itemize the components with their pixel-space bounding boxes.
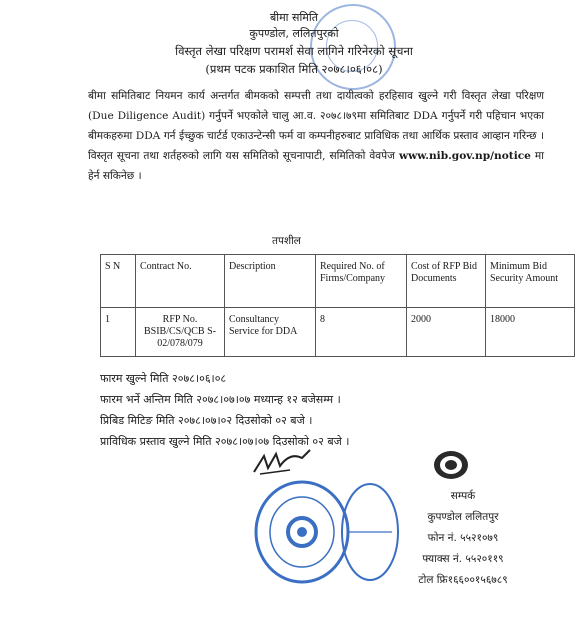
- date-form-deadline: फारम भर्ने अन्तिम मिति २०७८।०७।०७ मध्यान्ह १२ बजेसम्म ।: [100, 393, 341, 406]
- notice-body-end: मा हेर्न सकिनेछ ।: [88, 150, 544, 182]
- table-row: [101, 308, 575, 357]
- table-header-row: [101, 255, 575, 308]
- official-seal: [252, 478, 400, 586]
- notice-body: [88, 86, 544, 186]
- date-prebid: प्रिबिड मिटिङ मिति २०७८।०७।०२ दिउसोको ०२ बजे ।: [100, 414, 313, 427]
- col-contract: Contract No.: [136, 255, 225, 308]
- header-line-2: कुपण्डोल, ललितपुरको: [249, 27, 339, 40]
- cell-description: Consultancy Service for DDA: [225, 308, 316, 357]
- contact-fax: फ्याक्स नं. ५५२०११९: [422, 553, 504, 565]
- col-bid-security: Minimum Bid Security Amount: [486, 255, 575, 308]
- details-table: [100, 254, 575, 357]
- cell-cost: 2000: [407, 308, 486, 357]
- nib-logo-icon: [432, 446, 470, 484]
- dates-block: [100, 368, 349, 452]
- contact-phone: फोन नं. ५५२१०७९: [427, 532, 499, 544]
- cell-bid-security: 18000: [486, 308, 575, 357]
- signature: [250, 444, 320, 478]
- contact-address: कुपण्डोल ललितपुर: [427, 511, 499, 523]
- publish-date: (प्रथम पटक प्रकाशित मिति २०७८।०६।०८): [205, 62, 383, 76]
- col-sn: S N: [101, 255, 136, 308]
- notice-title: विस्तृत लेखा परिक्षण परामर्श सेवा लागिने गरिनेरको सूचना: [175, 44, 413, 58]
- col-description: Description: [225, 255, 316, 308]
- contact-block: [388, 486, 538, 591]
- cell-required-firms: 8: [316, 308, 407, 357]
- table-caption: तपशील: [272, 235, 301, 247]
- col-cost: Cost of RFP Bid Documents: [407, 255, 486, 308]
- contact-title: सम्पर्क: [450, 490, 476, 502]
- cell-sn: 1: [101, 308, 136, 357]
- date-form-open: फारम खुल्ने मिति २०७८।०६।०८: [100, 372, 227, 385]
- date-proposal-open: प्राविधिक प्रस्ताव खुल्ने मिति २०७८।०७।०७ दिउसोको ०२ बजे ।: [100, 435, 350, 448]
- col-required-firms: Required No. of Firms/Company: [316, 255, 407, 308]
- notice-link[interactable]: www.nib.gov.np/notice: [399, 150, 531, 162]
- contact-tollfree: टोल फ्रि१६६००१५६७८९: [418, 574, 508, 586]
- notice-body-text: बीमा समितिबाट नियमन कार्य अन्तर्गत बीमकको सम्पत्ती तथा दायीत्वको हरहिसाव खुल्ने गरी विस्तृत लेखा परिक्षण (Due Diligence Audit) गर्नुपर्ने भएकोले चालु आ.व. २०७८।७९मा समितिबाट DDA गर्नुपर्ने गरी पहिचान भएका बीमकहरुमा DDA गर्न ईच्छुक चार्टर्ड एकाउन्टेन्सी फर्म वा कम्पनीहरुबाट प्राविधिक तथा आर्थिक प्रस्ताव आव्हान गरिन्छ । विस्तृत सूचना तथा शर्तहरुको लागि यस समितिको सूचनापाटी, समितिको वेवपेज: [88, 90, 544, 162]
- cell-contract: RFP No. BSIB/CS/QCB S-02/078/079: [136, 308, 225, 357]
- header-line-1: बीमा समिति: [269, 11, 319, 24]
